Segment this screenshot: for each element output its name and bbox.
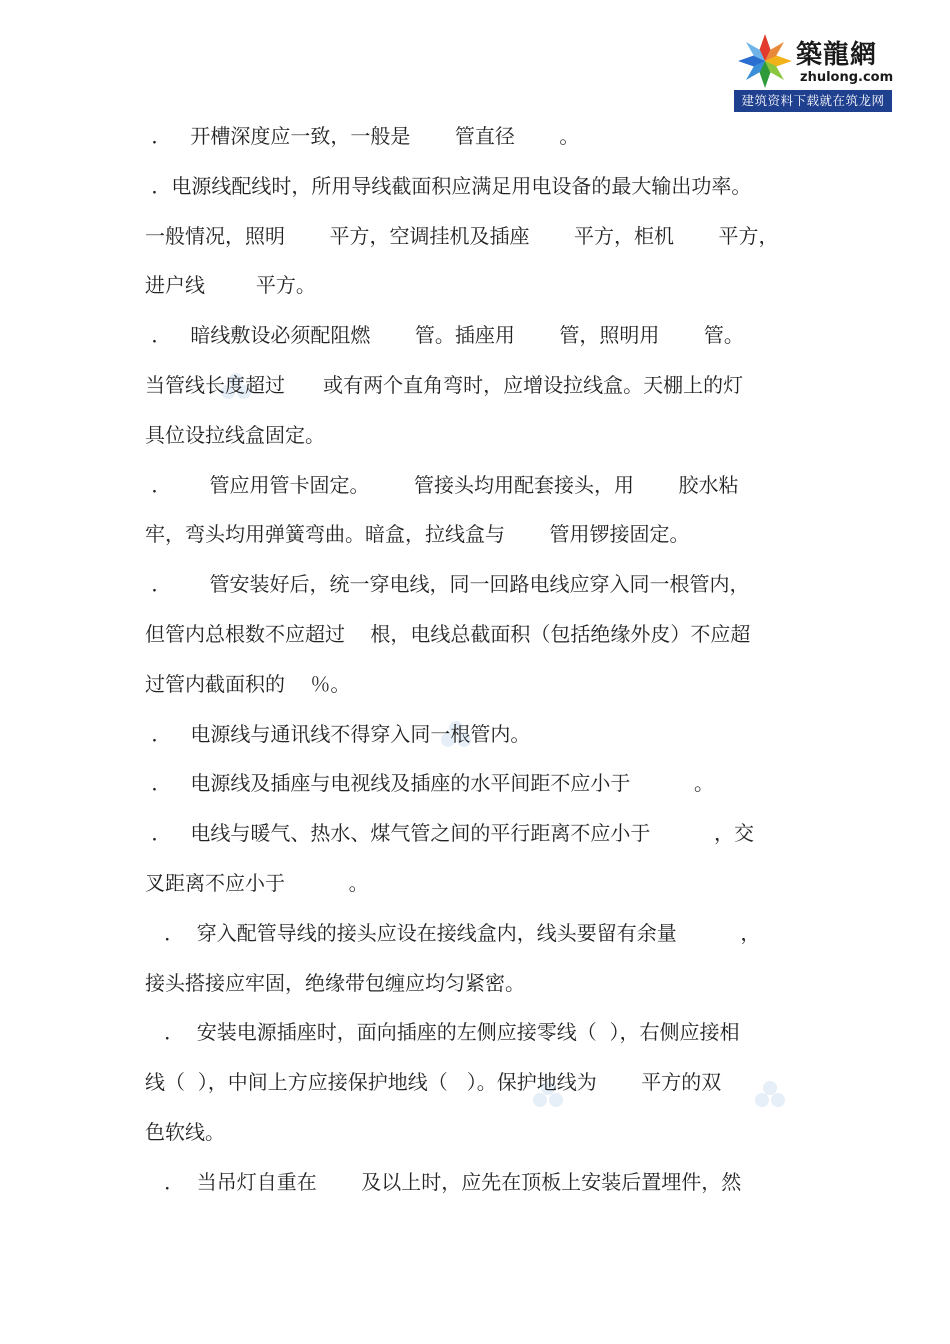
text-line: 一般情况，照明 平方，空调挂机及插座 平方，柜机 平方， — [145, 223, 779, 248]
text-line: 过管内截面积的 ％。 — [145, 671, 351, 696]
logo-name: 築龍網 — [796, 40, 878, 70]
text-line: 具位设拉线盒固定。 — [145, 422, 325, 447]
text-line: ． 电源线及插座与电视线及插座的水平间距不应小于 。 — [145, 771, 715, 796]
text-line: 线（ ），中间上方应接保护地线（ ）。保护地线为 平方的双 — [145, 1070, 722, 1095]
text-line: ． 穿入配管导线的接头应设在接线盒内，线头要留有余量 ， — [145, 920, 761, 945]
text-line: 牢，弯头均用弹簧弯曲。暗盒，拉线盒与 管用锣接固定。 — [145, 522, 690, 547]
text-line: 接头搭接应牢固，绝缘带包缠应均匀紧密。 — [145, 970, 525, 995]
text-line: 进户线 平方。 — [145, 273, 316, 298]
text-line: 但管内总根数不应超过 根，电线总截面积（包括绝缘外皮）不应超 — [145, 621, 751, 646]
zhulong-logo-icon — [736, 32, 794, 90]
text-line: ． 管安装好后，统一穿电线，同一回路电线应穿入同一根管内， — [145, 572, 750, 597]
text-line: ． 电线与暖气、热水、煤气管之间的平行距离不应小于 ，交 — [145, 821, 755, 846]
text-line: ． 开槽深度应一致，一般是 管直径 。 — [145, 124, 580, 148]
text-line: ．电源线配线时，所用导线截面积应满足用电设备的最大输出功率。 — [145, 173, 752, 198]
text-line: 当管线长度超过 或有两个直角弯时，应增设拉线盒。天棚上的灯 — [145, 372, 744, 397]
logo-slogan: 建筑资料下载就在筑龙网 — [734, 90, 892, 112]
text-line: 色软线。 — [145, 1119, 225, 1144]
text-line: ． 当吊灯自重在 及以上时，应先在顶板上安装后置埋件，然 — [145, 1169, 742, 1194]
text-line: ． 暗线敷设必须配阻燃 管。插座用 管，照明用 管。 — [145, 323, 744, 348]
text-line: ． 安装电源插座时，面向插座的左侧应接零线（ ），右侧应接相 — [145, 1020, 740, 1045]
logo-site: zhulong.com — [800, 70, 894, 85]
text-line: ． 电源线与通讯线不得穿入同一根管内。 — [145, 721, 531, 746]
text-line: ． 管应用管卡固定。 管接头均用配套接头，用 胶水粘 — [145, 472, 739, 497]
zhulong-logo — [734, 30, 892, 112]
body-text — [145, 112, 810, 1208]
text-line: 叉距离不应小于 。 — [145, 870, 369, 895]
